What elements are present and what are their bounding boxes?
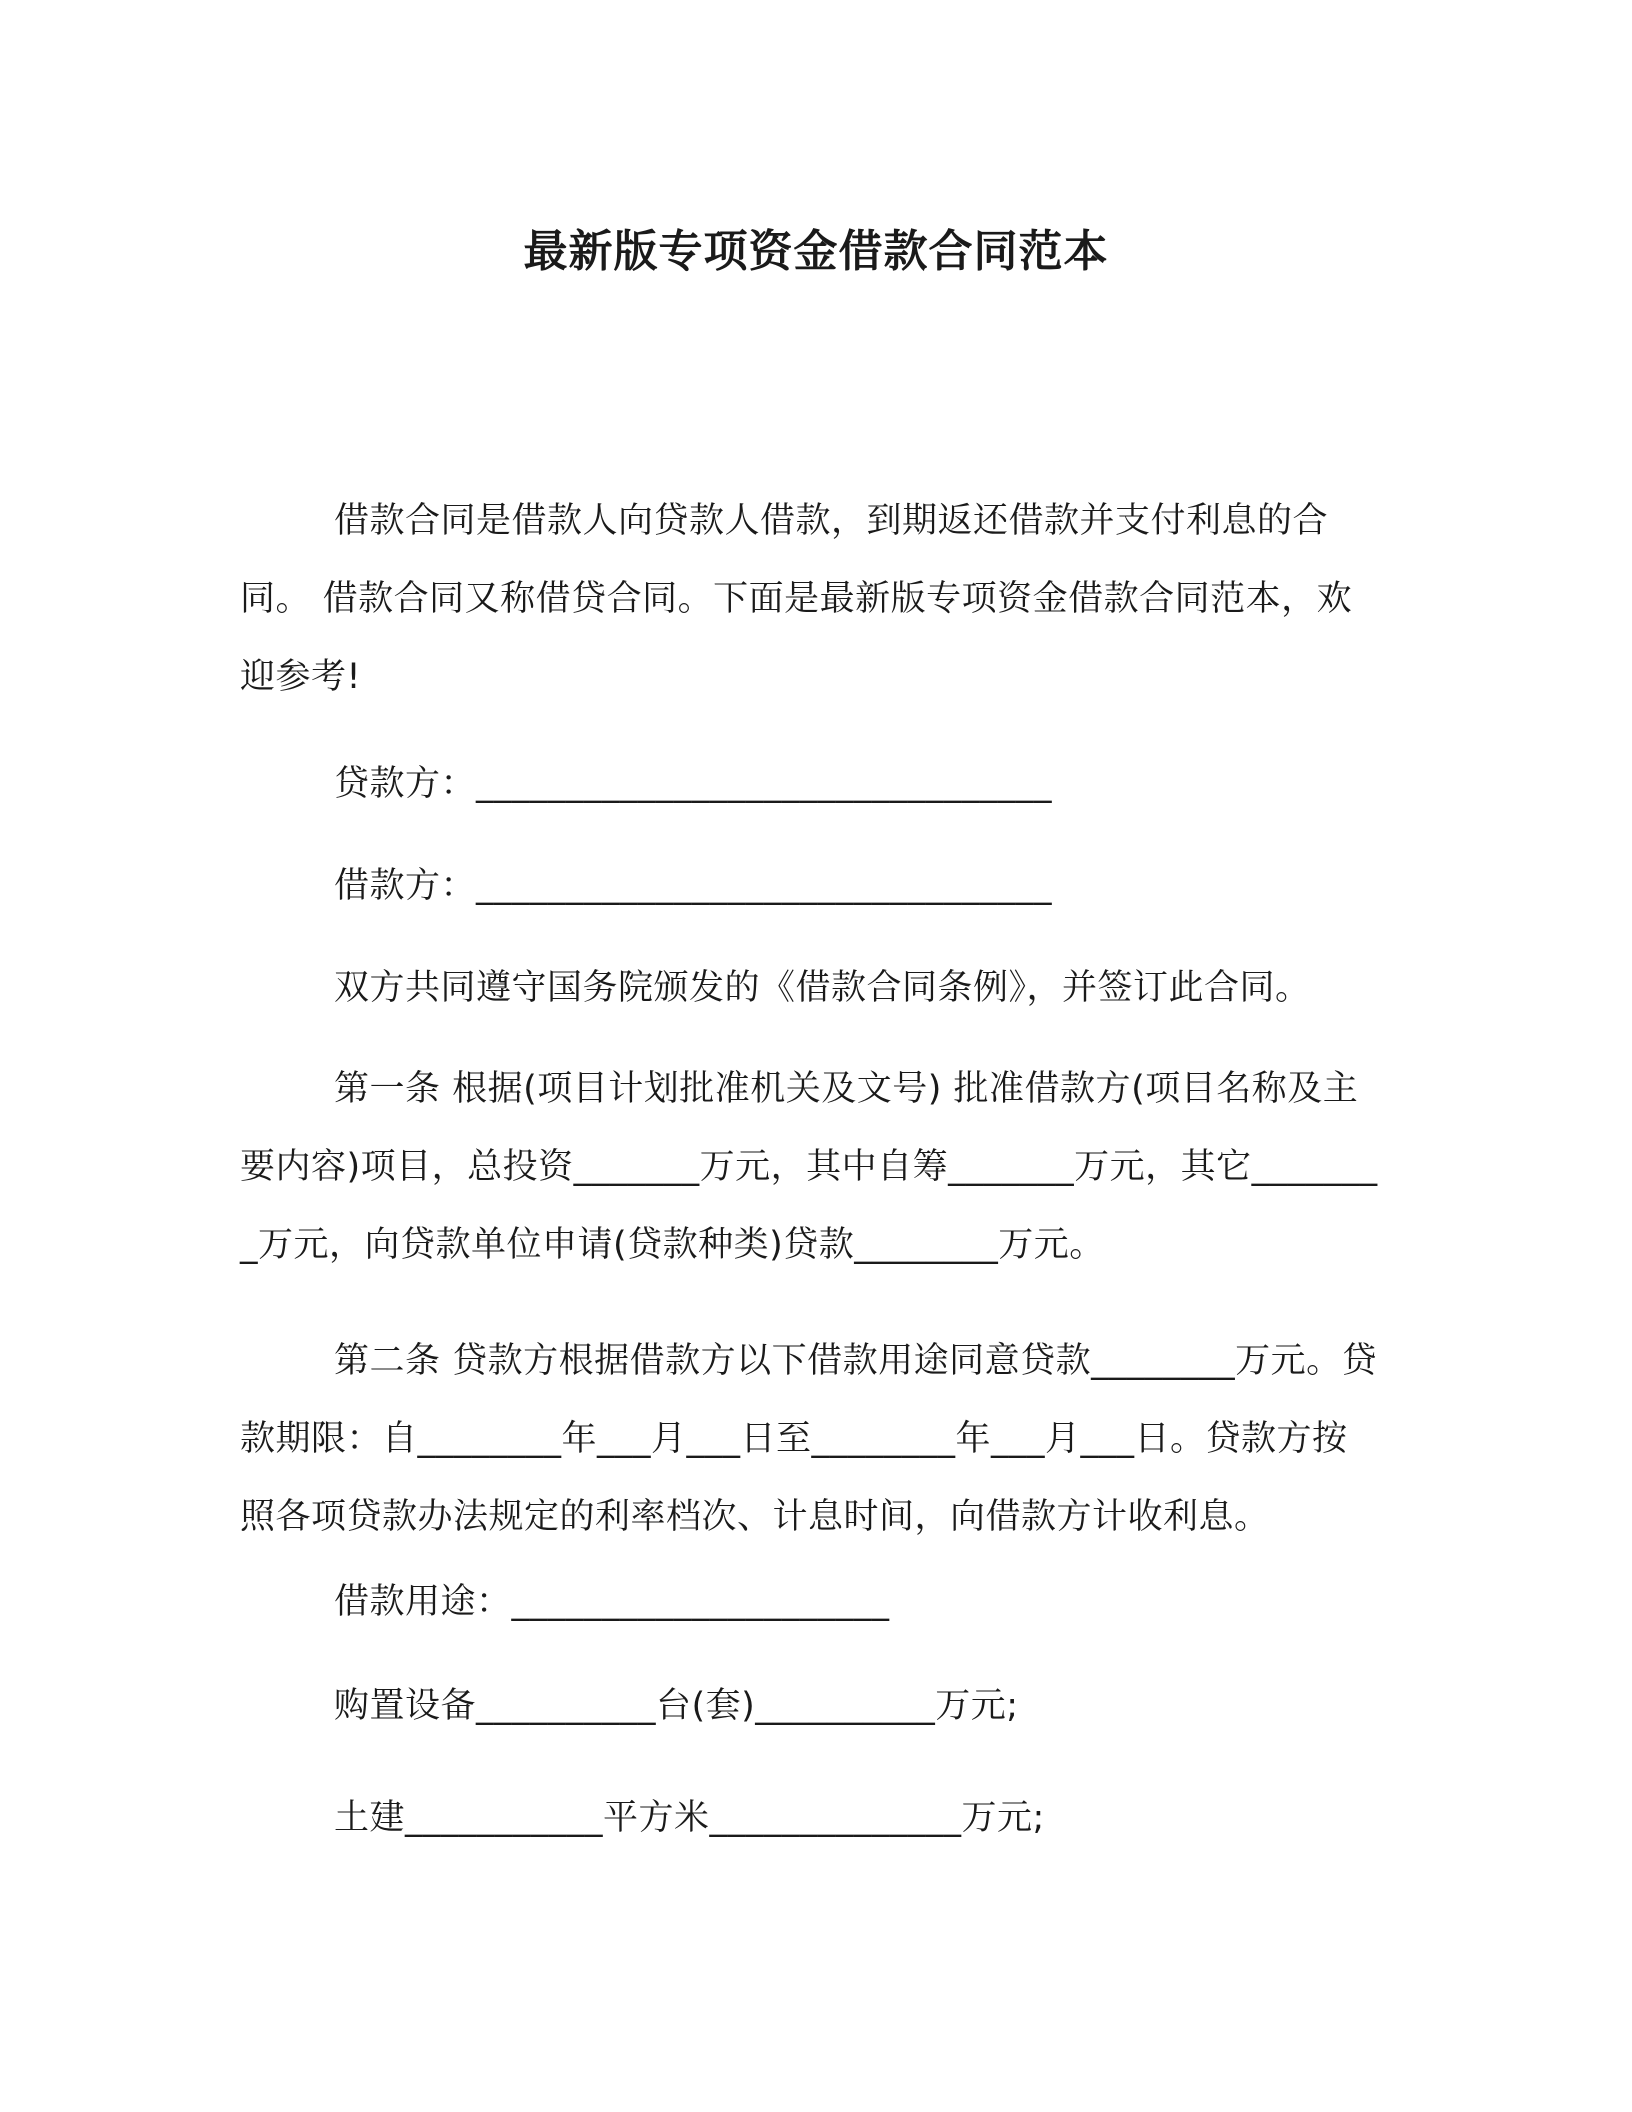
article-2-paragraph: 第二条 贷款方根据借款方以下借款用途同意贷款________万元。贷款期限：自________年___月___日至________年___月___日。贷款方按照各项贷款办法规定的利率档次、计息时间，向借款方计收利息。 [240,1341,1378,1537]
equipment-purchase-line: 购置设备__________台(套)__________万元; [334,1686,1019,1726]
article-1-paragraph: 第一条 根据(项目计划批准机关及文号) 批准借款方(项目名称及主要内容)项目，总投资_______万元，其中自筹_______万元，其它________万元，向贷款单位申请(贷款种类)贷款________万元。 [240,1069,1378,1265]
intro-paragraph: 借款合同是借款人向贷款人借款，到期返还借款并支付利息的合同。 借款合同又称借贷合同。下面是最新版专项资金借款合同范本，欢迎参考! [240,501,1353,697]
loan-purpose-line: 借款用途：_____________________ [334,1582,890,1622]
construction-line: 土建___________平方米______________万元; [334,1798,1045,1838]
borrower-field-line: 借款方：________________________________ [334,866,1053,906]
document-title: 最新版专项资金借款合同范本 [523,226,1109,277]
agreement-paragraph: 双方共同遵守国务院颁发的《借款合同条例》，并签订此合同。 [334,968,1311,1008]
lender-field-line: 贷款方：________________________________ [334,764,1053,804]
